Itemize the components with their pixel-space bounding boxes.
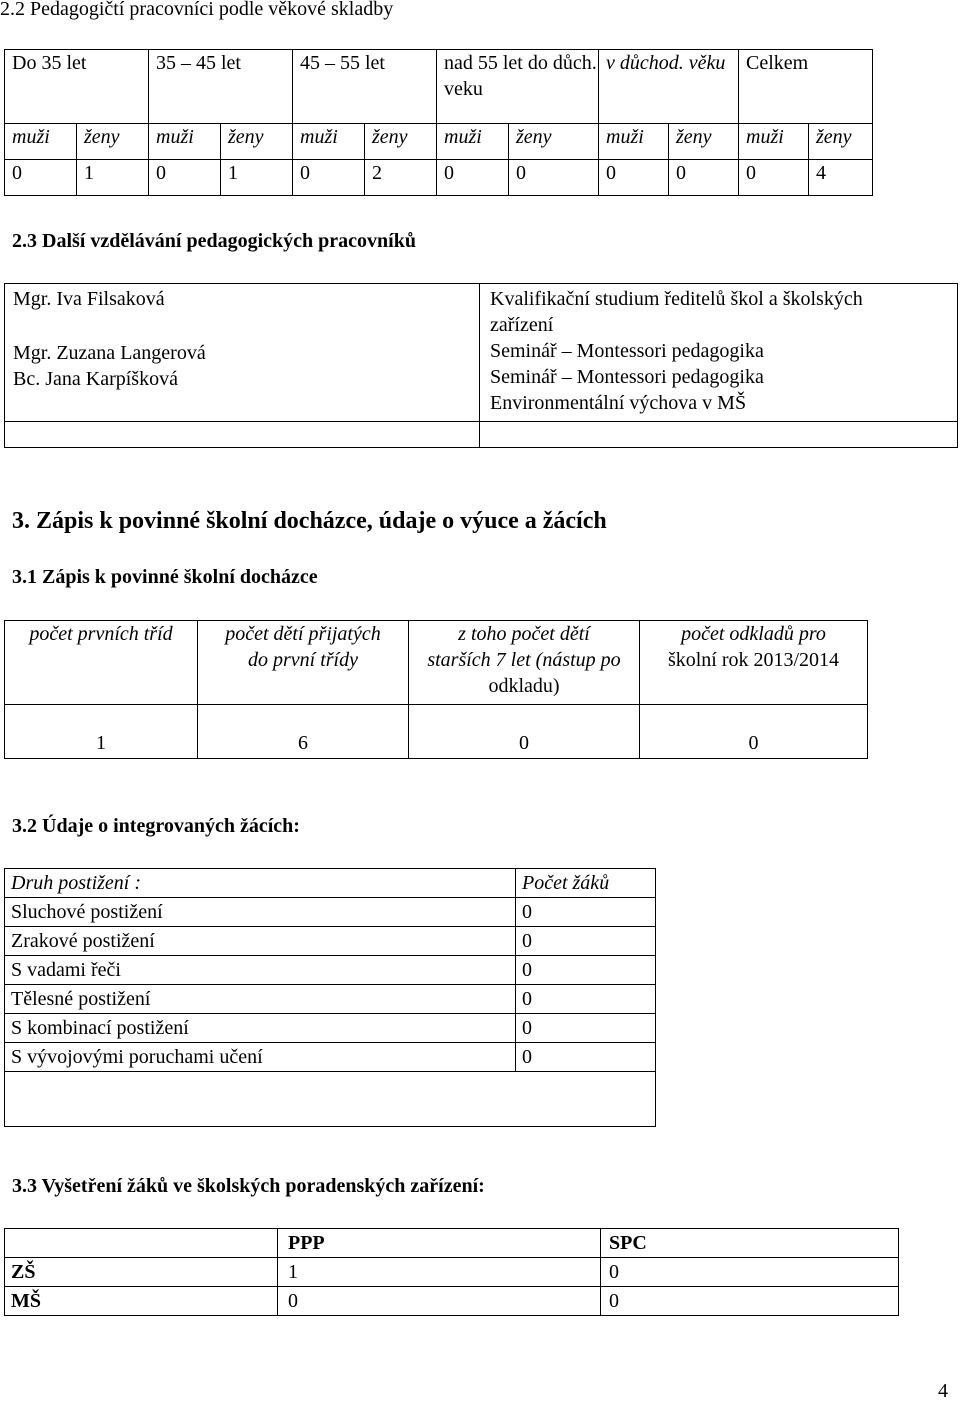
- age-value: 0: [5, 160, 77, 196]
- header-spc: SPC: [601, 1229, 899, 1258]
- age-value: 0: [739, 160, 809, 196]
- header-deferrals: počet odkladů pro školní rok 2013/2014: [640, 621, 868, 705]
- age-value: 0: [669, 160, 739, 196]
- age-value: 1: [221, 160, 293, 196]
- age-value: 0: [149, 160, 221, 196]
- disability-label: Zrakové postižení: [5, 927, 516, 956]
- disability-value: 0: [516, 985, 656, 1014]
- course: zařízení: [490, 314, 554, 336]
- group-retirement: v důchod. věku: [599, 50, 739, 124]
- sex-header: ženy: [365, 124, 437, 160]
- staff-name: Mgr. Iva Filsaková: [13, 288, 165, 310]
- age-value: 1: [77, 160, 149, 196]
- sex-header: muži: [437, 124, 509, 160]
- sex-header: ženy: [809, 124, 873, 160]
- empty-cell: [5, 1072, 656, 1127]
- age-value: 0: [293, 160, 365, 196]
- empty-cell: [480, 422, 958, 448]
- sex-header: muži: [739, 124, 809, 160]
- header-older-children: z toho počet dětí starších 7 let (nástup po odkladu): [409, 621, 640, 705]
- disability-label: S vadami řeči: [5, 956, 516, 985]
- school-label: MŠ: [5, 1287, 278, 1316]
- ppp-value: 1: [278, 1258, 601, 1287]
- header-pupil-count: Počet žáků: [516, 869, 656, 898]
- disability-value: 0: [516, 898, 656, 927]
- value-admitted-children: 6: [198, 705, 409, 759]
- sex-header: muži: [149, 124, 221, 160]
- disability-label: S vývojovými poruchami učení: [5, 1043, 516, 1072]
- age-value: 0: [437, 160, 509, 196]
- sex-header: muži: [599, 124, 669, 160]
- group-under-35: Do 35 let: [5, 50, 149, 124]
- enrollment-table: [4, 620, 868, 759]
- header-disability-type: Druh postižení :: [5, 869, 516, 898]
- staff-name: Bc. Jana Karpíšková: [13, 368, 178, 390]
- staff-name: Mgr. Zuzana Langerová: [13, 342, 206, 364]
- section-3-1-heading: 3.1 Zápis k povinné školní docházce: [12, 566, 318, 588]
- courses-cell: [480, 284, 958, 422]
- disability-label: S kombinací postižení: [5, 1014, 516, 1043]
- staff-names-cell: [5, 284, 480, 422]
- section-3-heading: 3. Zápis k povinné školní docházce, údaje o výuce a žácích: [12, 508, 607, 534]
- empty-cell: [5, 1229, 278, 1258]
- section-3-2-heading: 3.2 Údaje o integrovaných žácích:: [12, 815, 300, 837]
- ppp-value: 0: [278, 1287, 601, 1316]
- disability-label: Tělesné postižení: [5, 985, 516, 1014]
- sex-header: ženy: [77, 124, 149, 160]
- page-number: 4: [938, 1380, 948, 1402]
- training-table: [4, 283, 958, 448]
- header-admitted-children: počet dětí přijatých do první třídy: [198, 621, 409, 705]
- age-structure-table: [4, 49, 873, 196]
- group-total: Celkem: [739, 50, 873, 124]
- age-value: 4: [809, 160, 873, 196]
- counseling-table: [4, 1228, 899, 1316]
- school-label: ZŠ: [5, 1258, 278, 1287]
- header-first-classes: počet prvních tříd: [5, 621, 198, 705]
- spc-value: 0: [601, 1287, 899, 1316]
- sex-header: ženy: [669, 124, 739, 160]
- spc-value: 0: [601, 1258, 899, 1287]
- sex-header: ženy: [221, 124, 293, 160]
- disability-value: 0: [516, 1043, 656, 1072]
- disability-label: Sluchové postižení: [5, 898, 516, 927]
- section-2-2-heading: 2.2 Pedagogičtí pracovníci podle věkové skladby: [0, 0, 394, 20]
- header-ppp: PPP: [278, 1229, 601, 1258]
- course: Seminář – Montessori pedagogika: [490, 340, 764, 362]
- group-35-45: 35 – 45 let: [149, 50, 293, 124]
- sex-header: muži: [5, 124, 77, 160]
- value-first-classes: 1: [5, 705, 198, 759]
- section-3-3-heading: 3.3 Vyšetření žáků ve školských poradenských zařízení:: [12, 1175, 485, 1197]
- section-2-3-heading: 2.3 Další vzdělávání pedagogických pracovníků: [12, 230, 416, 252]
- age-value: 0: [509, 160, 599, 196]
- value-older-children: 0: [409, 705, 640, 759]
- sex-header: ženy: [509, 124, 599, 160]
- disability-value: 0: [516, 927, 656, 956]
- disability-value: 0: [516, 956, 656, 985]
- sex-header: muži: [293, 124, 365, 160]
- course: Seminář – Montessori pedagogika: [490, 366, 764, 388]
- empty-cell: [5, 422, 480, 448]
- group-45-55: 45 – 55 let: [293, 50, 437, 124]
- integrated-pupils-table: [4, 868, 656, 1127]
- course: Environmentální výchova v MŠ: [490, 392, 747, 414]
- age-value: 2: [365, 160, 437, 196]
- age-value: 0: [599, 160, 669, 196]
- group-over-55: nad 55 let do důch. veku: [437, 50, 599, 124]
- disability-value: 0: [516, 1014, 656, 1043]
- value-deferrals: 0: [640, 705, 868, 759]
- course: Kvalifikační studium ředitelů škol a školských: [490, 288, 863, 310]
